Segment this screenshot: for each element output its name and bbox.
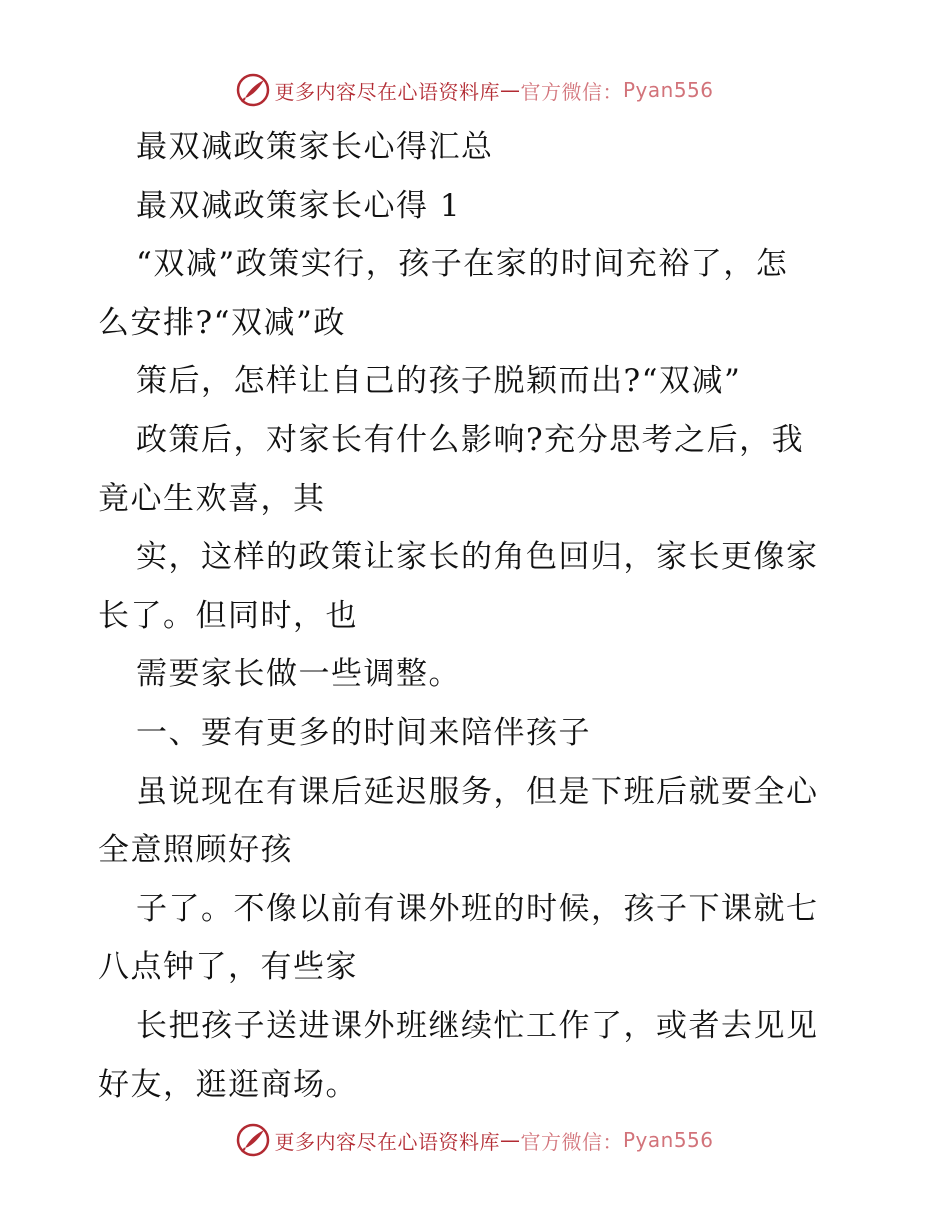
text-line: 长了。但同时，也 bbox=[98, 597, 358, 634]
text-line: 需要家长做一些调整。 bbox=[136, 656, 461, 693]
header-banner bbox=[0, 68, 950, 112]
text-line: 长把孩子送进课外班继续忙工作了，或者去见见 bbox=[136, 1007, 819, 1044]
text-line: 好友，逛逛商场。 bbox=[98, 1066, 358, 1103]
footer-wechat-label: 官方微信： bbox=[520, 1129, 623, 1154]
footer-brand-text: 更多内容尽在心语资料库 bbox=[274, 1129, 500, 1154]
text-line: 实，这样的政策让家长的角色回归，家长更像家 bbox=[136, 539, 819, 576]
text-line: 么安排?“双减”政 bbox=[98, 304, 346, 341]
header-wechat-label: 官方微信： bbox=[520, 79, 623, 104]
text-line: 八点钟了，有些家 bbox=[98, 949, 358, 986]
text-line: 子了。不像以前有课外班的时候，孩子下课就七 bbox=[136, 890, 819, 927]
footer-banner bbox=[0, 1118, 950, 1162]
text-line: 政策后，对家长有什么影响?充分思考之后，我 bbox=[136, 421, 805, 458]
text-line: 最双减政策家长心得 1 bbox=[136, 187, 462, 224]
header-dash: — bbox=[499, 78, 521, 102]
quill-logo-icon bbox=[236, 73, 270, 107]
text-line: 虽说现在有课后延迟服务，但是下班后就要全心 bbox=[136, 773, 819, 810]
text-line: 策后，怎样让自己的孩子脱颖而出?“双减” bbox=[136, 363, 742, 400]
header-brand-text: 更多内容尽在心语资料库 bbox=[274, 79, 500, 104]
text-line: 竟心生欢喜，其 bbox=[98, 480, 326, 517]
text-line: “双减”政策实行，孩子在家的时间充裕了，怎 bbox=[136, 246, 789, 283]
footer-dash: — bbox=[499, 1128, 521, 1152]
text-line: 最双减政策家长心得汇总 bbox=[136, 129, 494, 165]
quill-logo-icon bbox=[236, 1123, 270, 1157]
document-body bbox=[98, 118, 858, 1114]
text-line: 全意照顾好孩 bbox=[98, 832, 293, 869]
text-line: 一、要有更多的时间来陪伴孩子 bbox=[136, 714, 591, 751]
header-wechat-id: Pyan556 bbox=[622, 78, 714, 102]
footer-wechat-id: Pyan556 bbox=[622, 1128, 714, 1152]
